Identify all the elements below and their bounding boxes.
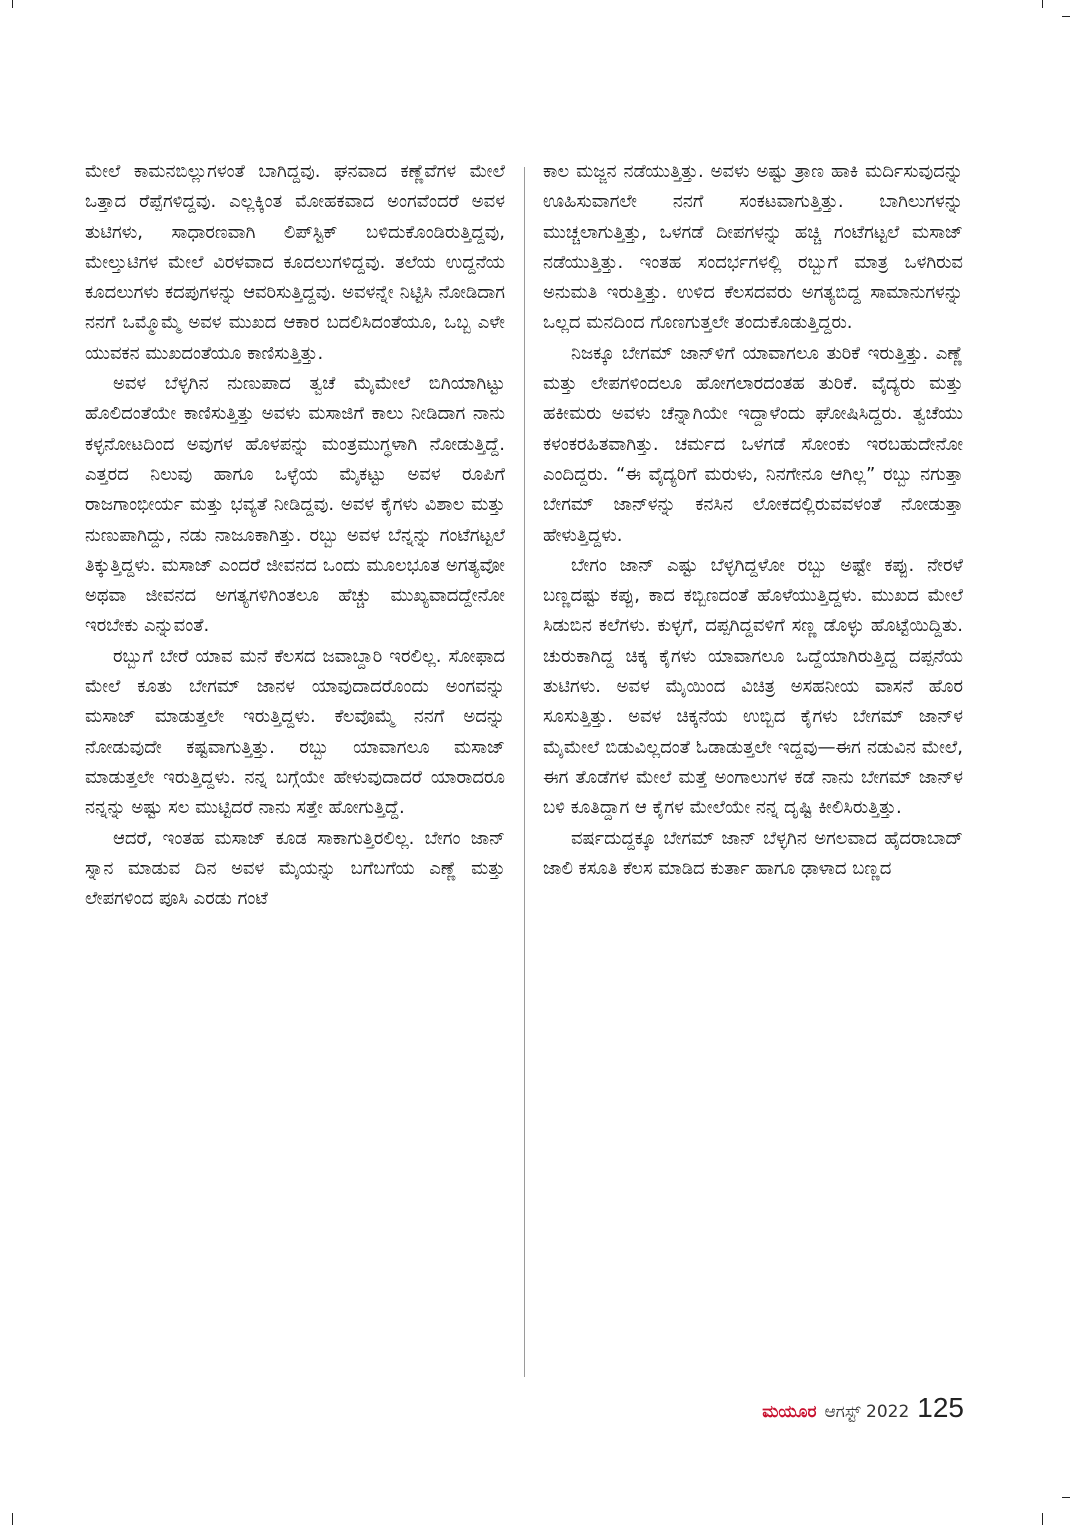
paragraph: ನಿಜಕ್ಕೂ ಬೇಗಮ್ ಜಾನ್‌ಳಿಗೆ ಯಾವಾಗಲೂ ತುರಿಕೆ ಇರುತ್ತಿತ್ತು. ಎಣ್ಣೆ ಮತ್ತು ಲೇಪಗಳಿಂದಲೂ ಹೋಗಲಾರದಂತಹ ತುರಿಕೆ. ವೈದ್ಯರು ಮತ್ತು ಹಕೀಮರು ಅವಳು ಚೆನ್ನಾಗಿಯೇ ಇದ್ದಾಳೆಂದು ಘೋಷಿಸಿದ್ದರು. ತ್ವಚೆಯು ಕಳಂಕರಹಿತವಾಗಿತ್ತು. ಚರ್ಮದ ಒಳಗಡೆ ಸೋಂಕು ಇರಬಹುದೇನೋ ಎಂದಿದ್ದರು. “ಈ ವೈದ್ಯರಿಗೆ ಮರುಳು, ನಿನಗೇನೂ ಆಗಿಲ್ಲ” ರಬ್ಬು ನಗುತ್ತಾ ಬೇಗಮ್ ಜಾನ್‌ಳನ್ನು ಕನಸಿನ ಲೋಕದಲ್ಲಿರುವವಳಂತೆ ನೋಡುತ್ತಾ ಹೇಳುತ್ತಿದ್ದಳು. [543,342,963,546]
left-text-column [85,157,505,914]
crop-mark-top-left [12,0,13,8]
column-divider [524,167,525,1377]
crop-mark-right-lower [1062,1497,1070,1498]
crop-mark-top-right [1042,0,1043,8]
page-footer [762,1392,964,1424]
paragraph: ಆದರೆ, ಇಂತಹ ಮಸಾಜ್ ಕೂಡ ಸಾಕಾಗುತ್ತಿರಲಿಲ್ಲ. ಬೇಗಂ ಜಾನ್ ಸ್ನಾನ ಮಾಡುವ ದಿನ ಅವಳ ಮೈಯನ್ನು ಬಗೆಬಗೆಯ ಎಣ್ಣೆ ಮತ್ತು ಲೇಪಗಳಿಂದ ಪೂಸಿ ಎರಡು ಗಂಟೆ [85,827,505,910]
crop-mark-bottom-right [1042,1513,1043,1525]
crop-mark-bottom-left [12,1513,13,1525]
issue-date: ಆಗಸ್ಟ್ 2022 [824,1402,910,1422]
paragraph: ಬೇಗಂ ಜಾನ್ ಎಷ್ಟು ಬೆಳ್ಳಗಿದ್ದಳೋ ರಬ್ಬು ಅಷ್ಟೇ ಕಪ್ಪು. ನೇರಳೆ ಬಣ್ಣದಷ್ಟು ಕಪ್ಪು, ಕಾದ ಕಬ್ಬಿಣದಂತೆ ಹೊಳೆಯುತ್ತಿದ್ದಳು. ಮುಖದ ಮೇಲೆ ಸಿಡುಬಿನ ಕಲೆಗಳು. ಕುಳ್ಳಗೆ, ದಪ್ಪಗಿದ್ದವಳಿಗೆ ಸಣ್ಣ ಡೊಳ್ಳು ಹೊಟ್ಟೆಯಿದ್ದಿತು. ಚುರುಕಾಗಿದ್ದ ಚಿಕ್ಕ ಕೈಗಳು ಯಾವಾಗಲೂ ಒದ್ದೆಯಾಗಿರುತ್ತಿದ್ದ ದಪ್ಪನೆಯ ತುಟಿಗಳು. ಅವಳ ಮೈಯಿಂದ ವಿಚಿತ್ರ ಅಸಹನೀಯ ವಾಸನೆ ಹೊರ ಸೂಸುತ್ತಿತ್ತು. ಅವಳ ಚಿಕ್ಕನೆಯ ಉಬ್ಬಿದ ಕೈಗಳು ಬೇಗಮ್ ಜಾನ್‌ಳ ಮೈಮೇಲೆ ಬಿಡುವಿಲ್ಲದಂತೆ ಓಡಾಡುತ್ತಲೇ ಇದ್ದವು—ಈಗ ನಡುವಿನ ಮೇಲೆ, ಈಗ ತೊಡೆಗಳ ಮೇಲೆ ಮತ್ತೆ ಅಂಗಾಲುಗಳ ಕಡೆ ನಾನು ಬೇಗಮ್ ಜಾನ್‌ಳ ಬಳಿ ಕೂತಿದ್ದಾಗ ಆ ಕೈಗಳ ಮೇಲೆಯೇ ನನ್ನ ದೃಷ್ಟಿ ಕೀಲಿಸಿರುತ್ತಿತ್ತು. [543,554,963,819]
page-number: 125 [917,1392,964,1423]
right-text-column [543,157,963,884]
paragraph: ಅವಳ ಬೆಳ್ಳಗಿನ ನುಣುಪಾದ ತ್ವಚೆ ಮೈಮೇಲೆ ಬಿಗಿಯಾಗಿಟ್ಟು ಹೊಲಿದಂತೆಯೇ ಕಾಣಿಸುತ್ತಿತ್ತು ಅವಳು ಮಸಾಜಿಗೆ ಕಾಲು ನೀಡಿದಾಗ ನಾನು ಕಳ್ಳನೋಟದಿಂದ ಅವುಗಳ ಹೊಳಪನ್ನು ಮಂತ್ರಮುಗ್ಧಳಾಗಿ ನೋಡುತ್ತಿದ್ದೆ. ಎತ್ತರದ ನಿಲುವು ಹಾಗೂ ಒಳ್ಳೆಯ ಮೈಕಟ್ಟು ಅವಳ ರೂಪಿಗೆ ರಾಜಗಾಂಭೀರ್ಯ ಮತ್ತು ಭವ್ಯತೆ ನೀಡಿದ್ದವು. ಅವಳ ಕೈಗಳು ವಿಶಾಲ ಮತ್ತು ನುಣುಪಾಗಿದ್ದು, ನಡು ನಾಜೂಕಾಗಿತ್ತು. ರಬ್ಬು ಅವಳ ಬೆನ್ನನ್ನು ಗಂಟೆಗಟ್ಟಲೆ ತಿಕ್ಕುತ್ತಿದ್ದಳು. ಮಸಾಜ್ ಎಂದರೆ ಜೀವನದ ಒಂದು ಮೂಲಭೂತ ಅಗತ್ಯವೋ ಅಥವಾ ಜೀವನದ ಅಗತ್ಯಗಳಿಗಿಂತಲೂ ಹೆಚ್ಚು ಮುಖ್ಯವಾದದ್ದೇನೋ ಇರಬೇಕು ಎನ್ನುವಂತೆ. [85,373,505,637]
crop-mark-right-upper [1062,16,1070,17]
paragraph: ರಬ್ಬುಗೆ ಬೇರೆ ಯಾವ ಮನೆ ಕೆಲಸದ ಜವಾಬ್ದಾರಿ ಇರಲಿಲ್ಲ. ಸೋಫಾದ ಮೇಲೆ ಕೂತು ಬೇಗಮ್ ಜಾನಳ ಯಾವುದಾದರೊಂದು ಅಂಗವನ್ನು ಮಸಾಜ್ ಮಾಡುತ್ತಲೇ ಇರುತ್ತಿದ್ದಳು. ಕೆಲವೊಮ್ಮೆ ನನಗೆ ಅದನ್ನು ನೋಡುವುದೇ ಕಷ್ಟವಾಗುತ್ತಿತ್ತು. ರಬ್ಬು ಯಾವಾಗಲೂ ಮಸಾಜ್ ಮಾಡುತ್ತಲೇ ಇರುತ್ತಿದ್ದಳು. ನನ್ನ ಬಗ್ಗೆಯೇ ಹೇಳುವುದಾದರೆ ಯಾರಾದರೂ ನನ್ನನ್ನು ಅಷ್ಟು ಸಲ ಮುಟ್ಟಿದರೆ ನಾನು ಸತ್ತೇ ಹೋಗುತ್ತಿದ್ದೆ. [85,645,505,819]
magazine-name: ಮಯೂರ [762,1402,817,1422]
paragraph: ಮೇಲೆ ಕಾಮನಬಿಲ್ಲುಗಳಂತೆ ಬಾಗಿದ್ದವು. ಘನವಾದ ಕಣ್ಣೆವೆಗಳ ಮೇಲೆ ಒತ್ತಾದ ರೆಪ್ಪೆಗಳಿದ್ದವು. ಎಲ್ಲಕ್ಕಿಂತ ಮೋಹಕವಾದ ಅಂಗವೆಂದರೆ ಅವಳ ತುಟಿಗಳು, ಸಾಧಾರಣವಾಗಿ ಲಿಪ್‌ಸ್ಟಿಕ್ ಬಳಿದುಕೊಂಡಿರುತ್ತಿದ್ದವು, ಮೇಲ್ತುಟಿಗಳ ಮೇಲೆ ವಿರಳವಾದ ಕೂದಲುಗಳಿದ್ದವು. ತಲೆಯ ಉದ್ದನೆಯ ಕೂದಲುಗಳು ಕದಪುಗಳನ್ನು ಆವರಿಸುತ್ತಿದ್ದವು. ಅವಳನ್ನೇ ನಿಟ್ಟಿಸಿ ನೋಡಿದಾಗ ನನಗೆ ಒಮ್ಮೊಮ್ಮೆ ಅವಳ ಮುಖದ ಆಕಾರ ಬದಲಿಸಿದಂತೆಯೂ, ಒಬ್ಬ ಎಳೇ ಯುವಕನ ಮುಖದಂತೆಯೂ ಕಾಣಿಸುತ್ತಿತ್ತು. [85,161,505,364]
paragraph: ಕಾಲ ಮಜ್ಜನ ನಡೆಯುತ್ತಿತ್ತು. ಅವಳು ಅಷ್ಟು ತ್ರಾಣ ಹಾಕಿ ಮರ್ದಿಸುವುದನ್ನು ಊಹಿಸುವಾಗಲೇ ನನಗೆ ಸಂಕಟವಾಗುತ್ತಿತ್ತು. ಬಾಗಿಲುಗಳನ್ನು ಮುಚ್ಚಲಾಗುತ್ತಿತ್ತು, ಒಳಗಡೆ ದೀಪಗಳನ್ನು ಹಚ್ಚಿ ಗಂಟೆಗಟ್ಟಲೆ ಮಸಾಜ್ ನಡೆಯುತ್ತಿತ್ತು. ಇಂತಹ ಸಂದರ್ಭಗಳಲ್ಲಿ ರಬ್ಬುಗೆ ಮಾತ್ರ ಒಳಗಿರುವ ಅನುಮತಿ ಇರುತ್ತಿತ್ತು. ಉಳಿದ ಕೆಲಸದವರು ಅಗತ್ಯಬಿದ್ದ ಸಾಮಾನುಗಳನ್ನು ಒಲ್ಲದ ಮನದಿಂದ ಗೊಣಗುತ್ತಲೇ ತಂದುಕೊಡುತ್ತಿದ್ದರು. [543,161,963,334]
paragraph: ವರ್ಷದುದ್ದಕ್ಕೂ ಬೇಗಮ್ ಜಾನ್ ಬೆಳ್ಳಗಿನ ಅಗಲವಾದ ಹೈದರಾಬಾದ್ ಜಾಲಿ ಕಸೂತಿ ಕೆಲಸ ಮಾಡಿದ ಕುರ್ತಾ ಹಾಗೂ ಢಾಳಾದ ಬಣ್ಣದ [543,827,963,879]
